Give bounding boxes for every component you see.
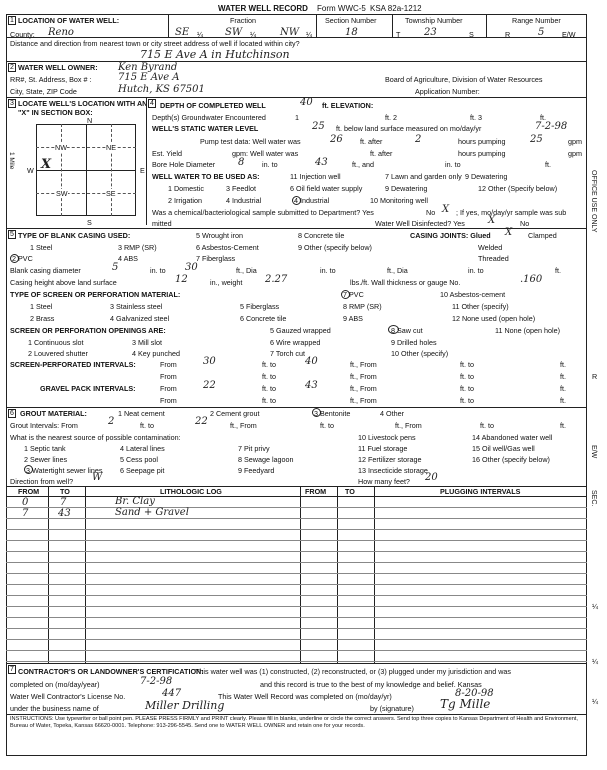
- gravel-from-label: From: [160, 384, 177, 393]
- log-row-rule: [6, 661, 587, 662]
- divider: [146, 97, 147, 225]
- log-row-rule: [6, 529, 587, 530]
- use-2[interactable]: 2 Irrigation: [168, 196, 202, 205]
- gravel-ft-from-b: ft., From: [350, 396, 377, 405]
- clamped: Clamped: [528, 231, 557, 240]
- gravel-ft-to-2: ft. to: [460, 384, 474, 393]
- ft-end: ft.: [545, 160, 551, 169]
- gravel-ft: ft.: [560, 384, 566, 393]
- section-2-number: 2: [8, 63, 16, 72]
- perf-from-label: From: [160, 360, 177, 369]
- city-value[interactable]: Hutch, KS 67501: [118, 84, 205, 95]
- opening-1[interactable]: 1 Continuous slot: [28, 338, 84, 347]
- gravel-label: GRAVEL PACK INTERVALS:: [40, 384, 136, 393]
- section-number-value[interactable]: 18: [345, 27, 358, 38]
- quarter-symbol: ¼: [250, 30, 256, 39]
- se-label: SE: [106, 189, 116, 198]
- rule: [6, 37, 587, 38]
- perf-from-label-2: From: [160, 372, 177, 381]
- gravel-ft-to-b: ft. to: [262, 396, 276, 405]
- use-6[interactable]: 6 Oil field water supply: [290, 184, 363, 193]
- pump-ft[interactable]: 26: [330, 134, 343, 145]
- pump-hours[interactable]: 2: [415, 134, 422, 145]
- after-label: ft. after: [360, 137, 383, 146]
- static-date[interactable]: 7-2-98: [535, 121, 568, 132]
- contam-8[interactable]: 8 Sewage lagoon: [238, 455, 294, 464]
- casing-label: TYPE OF BLANK CASING USED:: [18, 231, 131, 240]
- fraction-1[interactable]: SE: [175, 27, 190, 38]
- contam-15[interactable]: 15 Oil well/Gas well: [472, 444, 535, 453]
- rule: [6, 496, 587, 497]
- in-weight: in., weight: [210, 278, 243, 287]
- casing-3[interactable]: 3 RMP (SR): [118, 243, 157, 252]
- screen-11[interactable]: 11 Other (specify): [452, 302, 509, 311]
- log-row-rule: [6, 507, 587, 508]
- grout-label: GROUT MATERIAL:: [20, 409, 87, 418]
- east-label: E: [140, 166, 145, 175]
- casing-7[interactable]: 7 Fiberglass: [196, 254, 236, 263]
- screen-label: TYPE OF SCREEN OR PERFORATION MATERIAL:: [10, 290, 181, 299]
- gravel-ft-to-2b: ft. to: [460, 396, 474, 405]
- disinfected-label: Water Well Disinfected? Yes: [375, 219, 465, 228]
- perf-to[interactable]: 40: [305, 356, 318, 367]
- use-5[interactable]: 11 Injection well: [290, 172, 341, 181]
- log-row-rule: [6, 518, 587, 519]
- mitted: mitted: [152, 219, 172, 228]
- bore-label: Bore Hole Diameter: [152, 160, 216, 169]
- grout-1[interactable]: 1 Neat cement: [118, 409, 165, 418]
- rule: [6, 61, 587, 62]
- opening-3[interactable]: 3 Mill slot: [132, 338, 162, 347]
- form-title: WATER WELL RECORD: [218, 4, 308, 13]
- perf-from[interactable]: 30: [203, 356, 216, 367]
- grout-ft-from-2: ft., From: [395, 421, 422, 430]
- opening-2[interactable]: 2 Louvered shutter: [28, 349, 88, 358]
- opening-5[interactable]: 5 Gauzed wrapped: [270, 326, 331, 335]
- grid-line: [36, 170, 136, 171]
- contam-14[interactable]: 14 Abandoned water well: [472, 433, 553, 442]
- range-value[interactable]: 5: [538, 27, 545, 38]
- wall-value[interactable]: .160: [520, 274, 543, 285]
- hours-pumping-label: hours pumping: [458, 137, 506, 146]
- perf-ft-to-b: ft. to: [262, 372, 276, 381]
- feet-label: How many feet?: [358, 477, 410, 486]
- screen-12[interactable]: 12 None used (open hole): [452, 314, 536, 323]
- screen-4[interactable]: 4 Galvanized steel: [110, 314, 170, 323]
- grout-intervals-label: Grout Intervals: From: [10, 421, 78, 430]
- license-value[interactable]: 447: [162, 688, 182, 699]
- diam-in-to: in. to: [150, 266, 166, 275]
- ew-value: E/W: [562, 30, 576, 39]
- grout-3[interactable]: 3 Bentonite: [314, 409, 351, 418]
- sidebar-quarter-2: ¼: [592, 657, 598, 666]
- grid-dash: [111, 124, 112, 216]
- section-number-label: Section Number: [325, 16, 377, 25]
- log-row-rule: [6, 540, 587, 541]
- distance-label: Distance and direction from nearest town or city street address of well if located within city?: [10, 39, 300, 48]
- sidebar-quarter-1: ¼: [592, 602, 598, 611]
- feet-value[interactable]: 20: [425, 472, 438, 483]
- grid-dash: [36, 193, 136, 194]
- gravel-ft-from: ft., From: [350, 384, 377, 393]
- gravel-ft-to: ft. to: [262, 384, 276, 393]
- section-4-number: 4: [148, 99, 156, 108]
- screen-9[interactable]: 9 ABS: [343, 314, 363, 323]
- section-7-number: 7: [8, 665, 16, 674]
- perf-ft-from: ft., From: [350, 360, 377, 369]
- static-value[interactable]: 25: [312, 121, 325, 132]
- contam-4[interactable]: 4 Lateral lines: [120, 444, 165, 453]
- use-4[interactable]: 4 Industrial: [226, 196, 262, 205]
- openings-label: SCREEN OR PERFORATION OPENINGS ARE:: [10, 326, 166, 335]
- application-label: Application Number:: [415, 87, 480, 96]
- grout-ft-from: ft., From: [230, 421, 257, 430]
- perf-ft-b: ft.: [560, 372, 566, 381]
- ft-end: ft.: [555, 266, 561, 275]
- log-row-1-desc[interactable]: Br. Clay: [115, 496, 155, 507]
- gravel-from-label-2: From: [160, 396, 177, 405]
- screen-7[interactable]: 7 PVC: [343, 290, 364, 299]
- opening-9[interactable]: 9 Drilled holes: [391, 338, 437, 347]
- address-value[interactable]: 715 E Ave A: [118, 72, 180, 83]
- grout-4[interactable]: 4 Other: [380, 409, 404, 418]
- section-6-number: 6: [8, 409, 16, 418]
- log-row-rule: [6, 650, 587, 651]
- log-col-line: [48, 486, 49, 663]
- contam-label: What is the nearest source of possible contamination:: [10, 433, 181, 442]
- rule: [6, 97, 587, 98]
- use-label: WELL WATER TO BE USED AS:: [152, 172, 260, 181]
- grout-from[interactable]: 2: [108, 416, 115, 427]
- plug-header: PLUGGING INTERVALS: [440, 487, 521, 496]
- mile-label: 1 Mile: [8, 152, 15, 170]
- static-label: WELL'S STATIC WATER LEVEL: [152, 124, 259, 133]
- perf-ft: ft.: [560, 360, 566, 369]
- opening-6[interactable]: 6 Wire wrapped: [270, 338, 321, 347]
- log-row-1-from[interactable]: 0: [22, 497, 29, 508]
- section-box-label: LOCATE WELL'S LOCATION WITH AN "X" IN SECTION BOX:: [18, 99, 148, 117]
- height-value[interactable]: 12: [175, 274, 188, 285]
- ksa-number: KSA 82a-1212: [370, 4, 422, 13]
- county-label: County:: [10, 30, 35, 39]
- casing-9[interactable]: 9 Other (specify below): [298, 243, 372, 252]
- contam-1[interactable]: 1 Septic tank: [24, 444, 66, 453]
- diam-label: Blank casing diameter: [10, 266, 81, 275]
- log-row-rule: [6, 606, 587, 607]
- opening-10[interactable]: 10 Other (specify): [391, 349, 449, 358]
- south-label: S: [87, 218, 92, 227]
- log-row-rule: [6, 628, 587, 629]
- plug-to-header: TO: [345, 487, 355, 496]
- contam-3[interactable]: 3 Watertight sewer lines: [26, 466, 103, 475]
- use-1[interactable]: 1 Domestic: [168, 184, 204, 193]
- divider: [316, 14, 317, 37]
- chem-value[interactable]: X: [442, 204, 450, 215]
- perf-ft-to-2: ft. to: [460, 360, 474, 369]
- casing-5[interactable]: 5 Wrought iron: [196, 231, 244, 240]
- opening-11[interactable]: 11 None (open hole): [495, 326, 560, 335]
- gw-1: 1: [295, 113, 299, 122]
- business-label: under the business name of: [10, 704, 99, 713]
- opening-4[interactable]: 4 Key punched: [132, 349, 180, 358]
- casing-6[interactable]: 6 Asbestos-Cement: [196, 243, 259, 252]
- perf-ft-to: ft. to: [262, 360, 276, 369]
- r-prefix: R: [505, 30, 511, 39]
- location-label: LOCATION OF WATER WELL:: [18, 16, 120, 25]
- in-to-3: in. to: [468, 266, 484, 275]
- sidebar-ew: E/W: [590, 445, 597, 459]
- bore-to[interactable]: 43: [315, 157, 328, 168]
- log-row-rule: [6, 573, 587, 574]
- use-11[interactable]: 9 Dewatering: [465, 172, 508, 181]
- contam-11[interactable]: 11 Fuel storage: [358, 444, 408, 453]
- screen-8[interactable]: 8 RMP (SR): [343, 302, 382, 311]
- west-label: W: [27, 166, 34, 175]
- screen-2[interactable]: 2 Brass: [30, 314, 55, 323]
- record-text: This Water Well Record was completed on (mo/day/yr): [218, 692, 392, 701]
- gw-3: ft. 3: [470, 113, 482, 122]
- rule: [6, 407, 587, 408]
- log-col-line: [337, 486, 338, 663]
- grout-ft-to-2: ft. to: [320, 421, 334, 430]
- rule: [6, 714, 587, 715]
- lbs-label: lbs./ft. Wall thickness or gauge No.: [350, 278, 461, 287]
- well-location-mark[interactable]: X: [41, 157, 52, 172]
- county-value[interactable]: Reno: [48, 27, 74, 38]
- in-to-2: in. to: [320, 266, 336, 275]
- owner-name[interactable]: Ken Byrand: [118, 62, 178, 73]
- fraction-label: Fraction: [230, 16, 256, 25]
- disinfected-no: No: [520, 219, 530, 228]
- grout-to[interactable]: 22: [195, 416, 208, 427]
- sw-label: SW: [56, 189, 68, 198]
- true-text: and this record is true to the best of my knowledge and belief. Kansas: [260, 680, 482, 689]
- chem-no: No: [426, 208, 436, 217]
- sidebar-r: R: [592, 372, 598, 381]
- welded: Welded: [478, 243, 503, 252]
- distance-value[interactable]: 715 E Ave A in Hutchinson: [140, 48, 290, 61]
- direction-label: Direction from well?: [10, 477, 74, 486]
- gpm-label: gpm: [568, 137, 582, 146]
- contam-9[interactable]: 9 Feedyard: [238, 466, 275, 475]
- screen-6[interactable]: 6 Concrete tile: [240, 314, 287, 323]
- static-text: ft. below land surface measured on mo/day/yr: [336, 124, 482, 133]
- signature-label: by (signature): [370, 704, 414, 713]
- divider: [392, 14, 393, 37]
- owner-label: WATER WELL OWNER:: [18, 63, 98, 72]
- depth-value[interactable]: 40: [300, 97, 313, 108]
- t-prefix: T: [396, 30, 401, 39]
- gravel-to[interactable]: 43: [305, 380, 318, 391]
- disinfected-value[interactable]: X: [488, 215, 496, 226]
- gw-ft: ft.: [540, 113, 546, 122]
- chem-rest: ; If yes, mo/day/yr sample was sub: [456, 208, 567, 217]
- bore-value[interactable]: 8: [238, 157, 245, 168]
- sidebar-quarter-3: ¼: [592, 697, 598, 706]
- screen-1[interactable]: 1 Steel: [30, 302, 53, 311]
- contam-2[interactable]: 2 Sewer lines: [24, 455, 68, 464]
- contam-16[interactable]: 16 Other (specify below): [472, 455, 550, 464]
- log-col-line: [85, 486, 86, 663]
- township-value[interactable]: 23: [424, 27, 437, 38]
- section-5-number: 5: [8, 230, 16, 239]
- grid-dash: [61, 124, 62, 216]
- address-label: RR#, St. Address, Box # :: [10, 75, 92, 84]
- casing-8[interactable]: 8 Concrete tile: [298, 231, 345, 240]
- casing-4[interactable]: 4 ABS: [118, 254, 138, 263]
- log-col-line: [374, 486, 375, 663]
- contam-12[interactable]: 12 Fertilizer storage: [358, 455, 422, 464]
- nw-label: NW: [55, 143, 67, 152]
- ft-dia: ft., Dia: [236, 266, 257, 275]
- log-row-rule: [6, 595, 587, 596]
- completed-value[interactable]: 7-2-98: [140, 676, 173, 687]
- divider: [486, 14, 487, 37]
- grid-dash: [36, 147, 136, 148]
- instructions-text: INSTRUCTIONS: Use typewriter or ball point pen. PLEASE PRESS FIRMLY and PRINT clearly. Please fill in blanks, underline or circle the correct answers. Send top three copies to Kansas Department of Health and Environment, Bureau of Water, Topeka, Kansas 66620-0001. Telephone: 913-296-5545. Send one to WATER WELL OWNER and retain one for your records.: [10, 716, 578, 729]
- diam-value[interactable]: 5: [112, 262, 119, 273]
- form-number: Form WWC-5: [317, 4, 366, 13]
- perf-label: SCREEN-PERFORATED INTERVALS:: [10, 360, 136, 369]
- gpm-label-2: gpm: [568, 149, 582, 158]
- yield-label: Est. Yield: [152, 149, 182, 158]
- office-use-label: OFFICE USE ONLY: [590, 170, 597, 233]
- ne-label: NE: [106, 143, 116, 152]
- fraction-2[interactable]: SW: [225, 27, 243, 38]
- casing-1[interactable]: 1 Steel: [30, 243, 53, 252]
- use-3[interactable]: 3 Feedlot: [226, 184, 256, 193]
- board-text: Board of Agriculture, Division of Water Resources: [385, 75, 543, 84]
- screen-3[interactable]: 3 Stainless steel: [110, 302, 163, 311]
- threaded: Threaded: [478, 254, 509, 263]
- yield-gpm: gpm: Well water was: [232, 149, 299, 158]
- record-date[interactable]: 8-20-98: [455, 688, 494, 699]
- joints-label: CASING JOINTS: Glued: [410, 231, 491, 240]
- contam-6[interactable]: 6 Seepage pit: [120, 466, 165, 475]
- pump-gpm[interactable]: 25: [530, 134, 543, 145]
- contam-13[interactable]: 13 Insecticide storage: [358, 466, 428, 475]
- license-label: Water Well Contractor's License No.: [10, 692, 126, 701]
- cert-text: This water well was (1) constructed, (2) reconstructed, or (3) plugged under my jurisdiction and was: [195, 667, 511, 676]
- log-row-1-to[interactable]: 7: [60, 497, 67, 508]
- after-label-2: ft. after: [370, 149, 393, 158]
- range-label: Range Number: [512, 16, 561, 25]
- log-row-rule: [6, 551, 587, 552]
- use-10[interactable]: 10 Monitoring well: [370, 196, 428, 205]
- ft-and: ft., and: [352, 160, 374, 169]
- township-label: Township Number: [405, 16, 463, 25]
- divider: [168, 14, 169, 37]
- perf-ft-from-b: ft., From: [350, 372, 377, 381]
- opening-8[interactable]: 8 Saw cut: [391, 326, 423, 335]
- grout-ft-to-3: ft. to: [480, 421, 494, 430]
- litho-header: LITHOLOGIC LOG: [160, 487, 222, 496]
- depth-label: DEPTH OF COMPLETED WELL: [160, 101, 266, 110]
- perf-ft-to-2b: ft. to: [460, 372, 474, 381]
- section-1-number: 1: [8, 16, 16, 25]
- log-col-line: [300, 486, 301, 663]
- quarter-symbol: ¼: [197, 30, 203, 39]
- fraction-3[interactable]: NW: [280, 27, 300, 38]
- cert-label: CONTRACTOR'S OR LANDOWNER'S CERTIFICATION:: [18, 667, 204, 676]
- use-9[interactable]: 9 Dewatering: [385, 184, 428, 193]
- s-suffix: S: [469, 30, 474, 39]
- plug-from-header: FROM: [305, 487, 327, 496]
- completed-label: completed on (mo/day/year): [10, 680, 100, 689]
- city-label: City, State, ZIP Code: [10, 87, 77, 96]
- diam-to[interactable]: 30: [185, 262, 198, 273]
- gravel-from[interactable]: 22: [203, 380, 216, 391]
- casing-2[interactable]: 2 PVC: [12, 254, 33, 263]
- chem-label: Was a chemical/bacteriological sample submitted to Department? Yes: [152, 208, 374, 217]
- log-row-2-to[interactable]: 43: [58, 508, 71, 519]
- business-value[interactable]: Miller Drilling: [145, 699, 225, 712]
- grout-ft: ft.: [560, 421, 566, 430]
- log-to-header: TO: [60, 487, 70, 496]
- use-7[interactable]: 4 Industrial: [294, 196, 330, 205]
- quarter-symbol: ¼: [306, 30, 312, 39]
- log-from-header: FROM: [18, 487, 40, 496]
- log-row-rule: [6, 584, 587, 585]
- elevation-label: ft. ELEVATION:: [322, 101, 374, 110]
- in-to: in. to: [262, 160, 278, 169]
- section-3-number: 3: [8, 99, 16, 108]
- gravel-ft-b: ft.: [560, 396, 566, 405]
- log-row-rule: [6, 562, 587, 563]
- in-to-2: in. to: [445, 160, 461, 169]
- opening-7[interactable]: 7 Torch cut: [270, 349, 306, 358]
- north-label: N: [87, 116, 93, 125]
- screen-10[interactable]: 10 Asbestos-cement: [440, 290, 506, 299]
- log-row-rule: [6, 617, 587, 618]
- direction-value[interactable]: W: [92, 472, 103, 483]
- signature[interactable]: Tg Mille: [440, 697, 491, 711]
- groundwater-label: Depth(s) Groundwater Encountered: [152, 113, 266, 122]
- log-row-rule: [6, 639, 587, 640]
- ft-dia-2: ft., Dia: [387, 266, 408, 275]
- contam-7[interactable]: 7 Pit privy: [238, 444, 270, 453]
- use-8[interactable]: 7 Lawn and garden only: [385, 172, 462, 181]
- gw-2: ft. 2: [385, 113, 397, 122]
- sidebar-sec: SEC.: [590, 490, 597, 507]
- rule: [6, 228, 587, 229]
- height-label: Casing height above land surface: [10, 278, 117, 287]
- screen-5[interactable]: 5 Fiberglass: [240, 302, 280, 311]
- rule: [6, 663, 587, 664]
- contam-5[interactable]: 5 Cess pool: [120, 455, 158, 464]
- grout-ft-to: ft. to: [140, 421, 154, 430]
- contam-10[interactable]: 10 Livestock pens: [358, 433, 416, 442]
- joints-value[interactable]: X: [505, 227, 513, 238]
- grout-2[interactable]: 2 Cement grout: [210, 409, 260, 418]
- log-row-2-from[interactable]: 7: [22, 508, 29, 519]
- hours-pumping-label-2: hours pumping: [458, 149, 506, 158]
- log-row-2-desc[interactable]: Sand + Gravel: [115, 507, 189, 518]
- pump-label: Pump test data: Well water was: [200, 137, 301, 146]
- use-12[interactable]: 12 Other (Specify below): [478, 184, 558, 193]
- weight-value[interactable]: 2.27: [265, 274, 288, 285]
